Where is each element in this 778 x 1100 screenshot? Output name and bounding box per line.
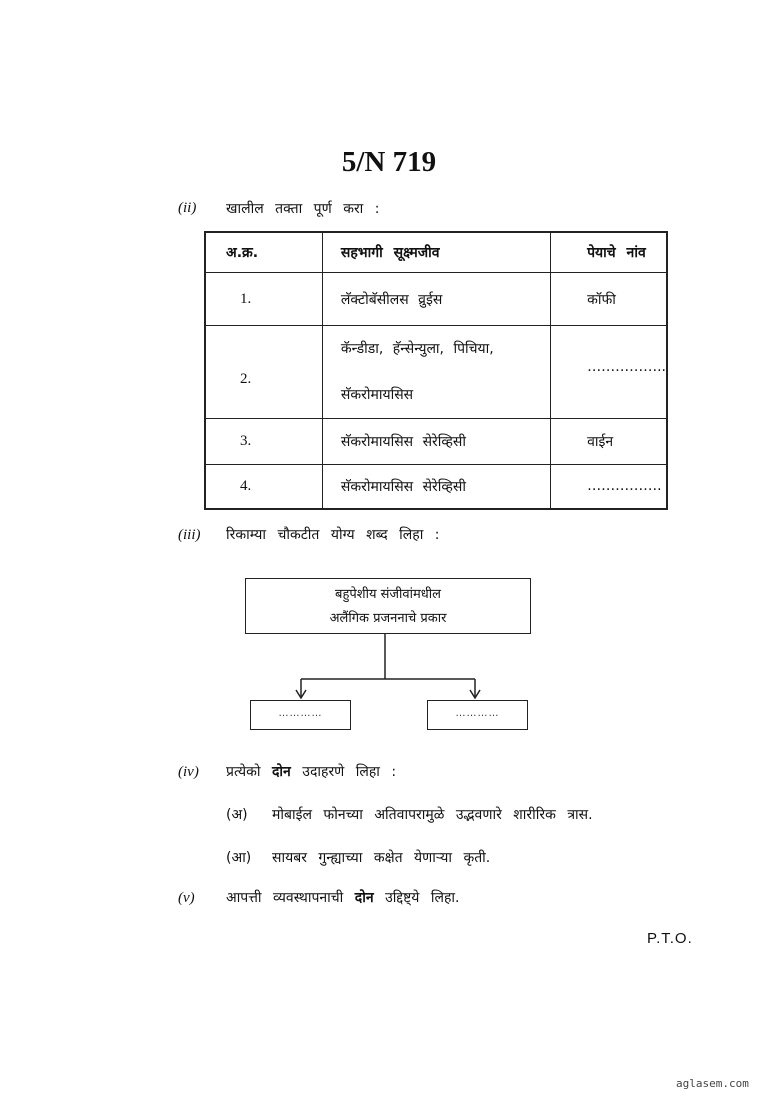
row-organism: सॅकरोमायसिस सेरेव्हिसी: [322, 419, 550, 465]
diagram-top-line1: बहुपेशीय संजीवांमधील: [335, 587, 441, 602]
row-organism-line1: कॅन्डीडा, हॅन्सेन्युला, पिचिया,: [340, 341, 494, 357]
question-ii-instruction: खालील तक्ता पूर्ण करा :: [226, 201, 380, 217]
row-drink: कॉफी: [551, 273, 667, 326]
q5-text-pre: आपत्ती व्यवस्थापनाची: [226, 890, 344, 906]
watermark: aglasem.com: [676, 1077, 749, 1090]
row-serial: 3.: [205, 419, 322, 465]
q4-instruction-pre: प्रत्येको: [226, 764, 261, 780]
row-organism: सॅकरोमायसिस सेरेव्हिसी: [322, 465, 550, 509]
q4-sub-b-label: (आ): [226, 850, 252, 866]
question-iv-instruction: [226, 762, 396, 781]
question-number-iii: (iii): [178, 527, 201, 543]
paper-code: 5/N 719: [341, 146, 437, 178]
question-number-v: (v): [178, 890, 195, 906]
q5-text-post: उद्दिष्ट्ये लिहा.: [385, 890, 460, 906]
pto-label: P.T.O.: [647, 930, 693, 947]
q4-sub-a-label: (अ): [226, 807, 248, 823]
question-number-ii: (ii): [178, 200, 197, 216]
row-organism: लॅक्टोबॅसीलस व्रुईस: [322, 273, 550, 326]
q5-text-bold: दोन: [354, 890, 374, 906]
header-serial: अ.क्र.: [205, 232, 322, 273]
row-organism-line2: सॅकरोमायसिस: [340, 387, 414, 403]
q4-sub-b-text: सायबर गुन्ह्याच्या कक्षेत येणाऱ्या कृती.: [272, 850, 491, 866]
diagram-top-line2: अलैंगिक प्रजननाचे प्रकार: [329, 611, 447, 626]
diagram-right-blank-box: …………: [427, 700, 528, 730]
question-number-iv: (iv): [178, 764, 199, 780]
question-iii-instruction: रिकाम्या चौकटीत योग्य शब्द लिहा :: [226, 527, 440, 543]
question-v-text: [226, 888, 460, 907]
q4-sub-a-text: मोबाईल फोनच्या अतिवापरामुळे उद्भवणारे शारीरिक त्रास.: [272, 807, 593, 823]
diagram-left-blank-box: …………: [250, 700, 351, 730]
row-serial: 4.: [205, 465, 322, 509]
q4-instruction-bold: दोन: [271, 764, 291, 780]
row-drink-blank: ……………..: [551, 326, 667, 419]
header-drink: पेयाचे नांव: [551, 232, 667, 273]
row-drink-blank: …………….: [551, 465, 667, 509]
row-serial: 1.: [205, 273, 322, 326]
row-serial: 2.: [205, 326, 322, 419]
q4-instruction-post: उदाहरणे लिहा :: [302, 764, 397, 780]
row-drink: वाईन: [551, 419, 667, 465]
header-organism: सहभागी सूक्ष्मजीव: [322, 232, 550, 273]
